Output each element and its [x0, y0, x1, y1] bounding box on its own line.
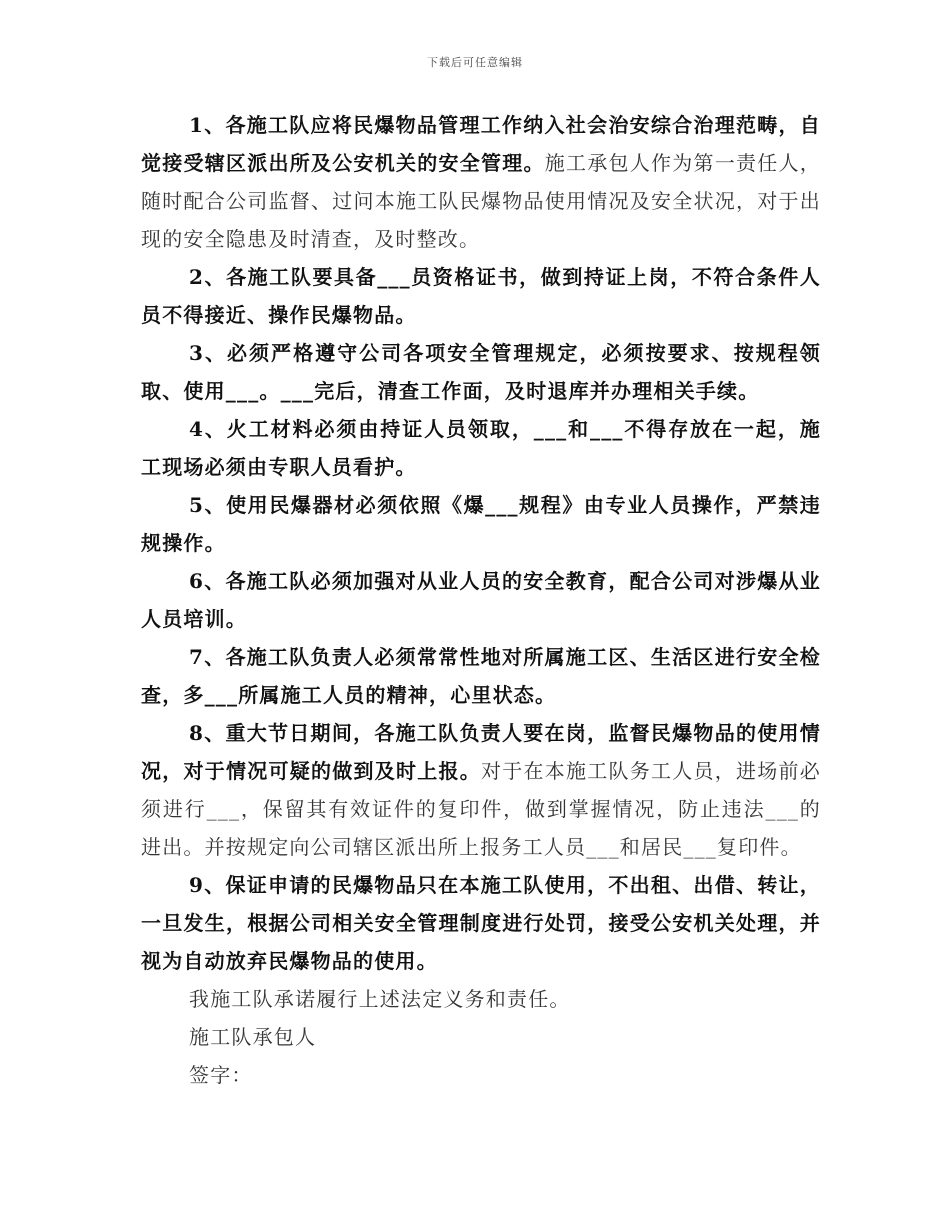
clause-8-bold: 8、重大节日期间，各施工队负责人要在岗，监督民爆物品的使用情况，对于情况可疑的做到及时上报。: [141, 721, 821, 783]
clause-5: [141, 486, 821, 562]
clause-6-bold: 6、各施工队必须加强对从业人员的安全教育，配合公司对涉爆从业人员培训。: [141, 569, 821, 631]
document-body: [141, 106, 821, 1094]
clause-9: [141, 866, 821, 980]
signature-label: 签字：: [189, 1063, 253, 1087]
clause-7: [141, 638, 821, 714]
clause-6: [141, 562, 821, 638]
clause-5-bold: 5、使用民爆器材必须依照《爆___规程》由专业人员操作，严禁违规操作。: [141, 493, 821, 555]
clause-8: [141, 714, 821, 866]
clause-9-bold: 9、保证申请的民爆物品只在本施工队使用，不出租、出借、转让，一旦发生，根据公司相关安全管理制度进行处罚，接受公安机关处理，并视为自动放弃民爆物品的使用。: [141, 873, 821, 973]
clause-3-bold: 3、必须严格遵守公司各项安全管理规定，必须按要求、按规程领取、使用___。___完后，清查工作面，及时退库并办理相关手续。: [141, 341, 821, 403]
clause-8-normal: 对于在本施工队务工人员，进场前必须进行___，保留其有效证件的复印件，做到掌握情况，防止违法___的进出。并按规定向公司辖区派出所上报务工人员___和居民___复印件。: [141, 759, 822, 859]
clause-2-bold: 2、各施工队要具备___员资格证书，做到持证上岗，不符合条件人员不得接近、操作民爆物品。: [141, 265, 821, 327]
clause-1-bold: 1、各施工队应将民爆物品管理工作纳入社会治安综合治理范畴，自觉接受辖区派出所及公安机关的安全管理。: [141, 113, 821, 175]
clause-4-bold: 4、火工材料必须由持证人员领取，___和___不得存放在一起，施工现场必须由专职人员看护。: [141, 417, 821, 479]
clause-2: [141, 258, 821, 334]
clause-1-normal: 施工承包人作为第一责任人，随时配合公司监督、过问本施工队民爆物品使用情况及安全状况，对于出现的安全隐患及时清查，及时整改。: [141, 151, 821, 251]
contractor-label: 施工队承包人: [189, 1025, 317, 1049]
clause-1: [141, 106, 821, 258]
pledge-text: 我施工队承诺履行上述法定义务和责任。: [189, 987, 571, 1011]
clause-4: [141, 410, 821, 486]
clause-7-bold: 7、各施工队负责人必须常常性地对所属施工区、生活区进行安全检查，多___所属施工人员的精神，心里状态。: [141, 645, 821, 707]
page-header: 下载后可任意编辑: [427, 56, 523, 69]
clause-3: [141, 334, 821, 410]
